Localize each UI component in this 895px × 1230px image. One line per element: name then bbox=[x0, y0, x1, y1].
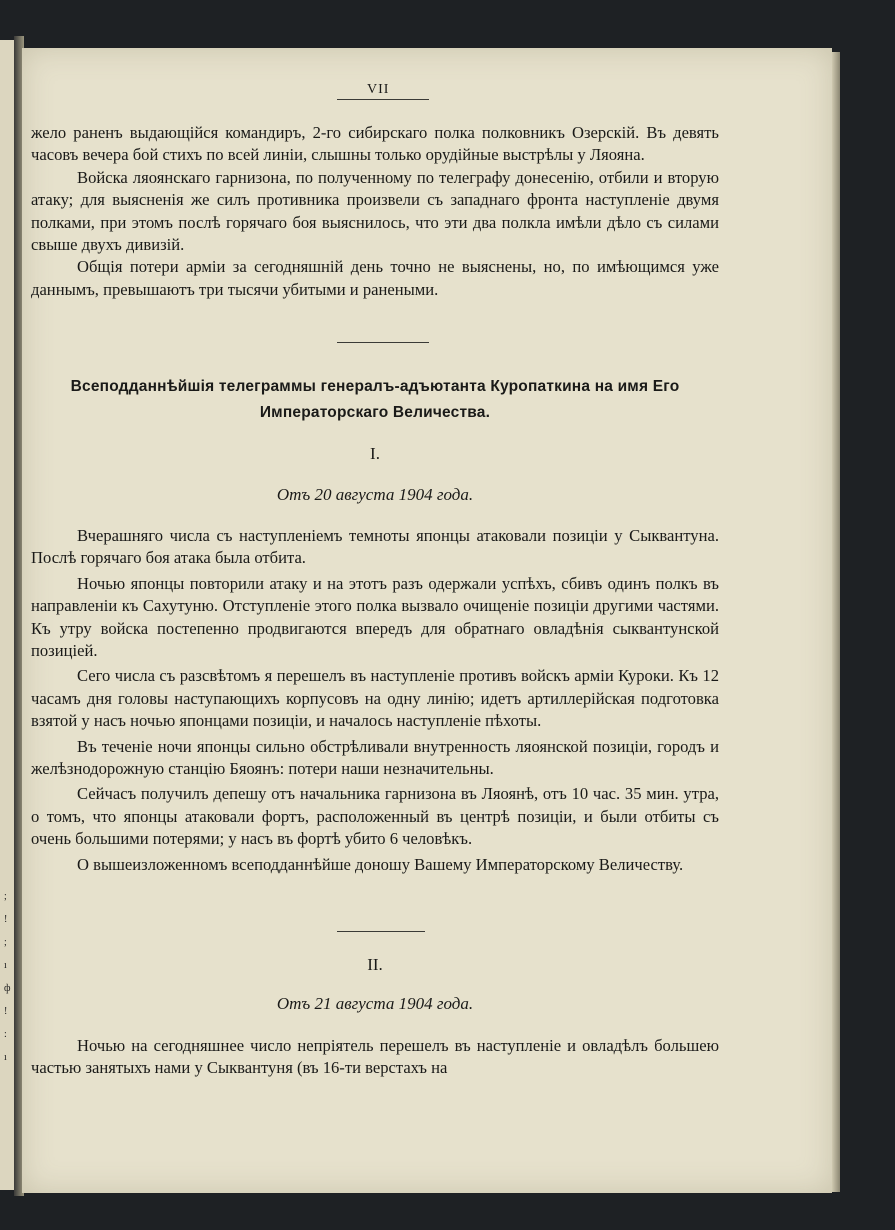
page-stack-edge bbox=[832, 52, 840, 1192]
section-number-2: II. bbox=[367, 955, 383, 974]
paragraph: О вышеизложенномъ всеподданнѣйше доношу Вашему Императорскому Величеству. bbox=[77, 854, 684, 874]
section-divider bbox=[337, 342, 429, 343]
paragraph: Ночью на сегодняшнее число непріятель перешелъ въ наступленіе и овладѣлъ большею частью занятыхъ нами у Сыквантуня (въ 16-ти верстахъ на bbox=[31, 1036, 719, 1078]
paragraph: Сейчасъ получилъ депешу отъ начальника гарнизона въ Ляоянѣ, отъ 10 час. 35 мин. утра, о томъ, что японцы атаковали фортъ, расположенный въ центрѣ позиціи, и были отбиты съ очень большими потерями; у насъ въ фортѣ убито 6 человѣкъ. bbox=[31, 784, 719, 849]
section-2-text bbox=[31, 1035, 719, 1080]
paragraph: Ночью японцы повторили атаку и на этотъ разъ одержали успѣхъ, сбивъ одинъ полкъ въ направленіи къ Сахутуню. Отступленіе этого полка вызвало очищеніе позиціи другими частями. Къ утру войска постепенно продвигаются впередъ для обратнаго овладѣнія сыквантунской позиціей. bbox=[31, 573, 719, 661]
section-divider bbox=[337, 931, 425, 932]
page-number: VII bbox=[367, 82, 390, 97]
paragraph: Въ теченіе ночи японцы сильно обстрѣливали внутренность ляоянской позиціи, городъ и желѣзнодорожную станцію Бяоянъ: потери наши незначительны. bbox=[31, 736, 719, 779]
paragraph: Сего числа съ разсвѣтомъ я перешелъ въ наступленіе противъ войскъ арміи Куроки. Къ 12 часамъ дня головы наступающихъ корпусовъ на одну линію; идетъ артиллерійская подготовка взятой у насъ ночью японцами позиціи, и началось наступленіе пѣхоты. bbox=[31, 666, 719, 731]
header-rule bbox=[337, 99, 429, 100]
section-date-1: Отъ 20 августа 1904 года. bbox=[276, 485, 474, 504]
paragraph: жело раненъ выдающійся командиръ, 2-го сибирскаго полка полковникъ Озерскій. Въ девять часовъ вечера бой стихъ по всей линіи, слышны только орудійные выстрѣлы у Ляояна. bbox=[31, 123, 719, 165]
paragraph: Общія потери арміи за сегодняшній день точно не выяснены, но, по имѣющимся уже даннымъ, превышаютъ три тысячи убитыми и ранеными. bbox=[31, 257, 719, 299]
top-text-block bbox=[31, 122, 719, 301]
telegrams-heading: Всеподданнѣйшія телеграммы генералъ-адъютанта Куропаткина на имя Его Императорскаго Величества. bbox=[70, 378, 680, 421]
section-date-2: Отъ 21 августа 1904 года. bbox=[276, 994, 474, 1013]
facing-page-margin-marks: ; ! ; ı ф ! : ı bbox=[4, 891, 11, 1063]
section-number-1: I. bbox=[370, 444, 380, 463]
paragraph: Вчерашняго числа съ наступленіемъ темноты японцы атаковали позиціи у Сыквантуна. Послѣ горячаго боя атака была отбита. bbox=[31, 526, 719, 568]
book-page bbox=[22, 48, 832, 1193]
section-1-text bbox=[31, 525, 719, 876]
paragraph: Войска ляоянскаго гарнизона, по полученному по телеграфу донесенію, отбили и вторую атаку; для выясненія же силъ противника произвели съ западнаго фронта наступленіе двумя полками, при этомъ послѣ горячаго боя выяснилось, что эти два полкла имѣли дѣло съ силами свыше двухъ дивизій. bbox=[31, 167, 719, 255]
